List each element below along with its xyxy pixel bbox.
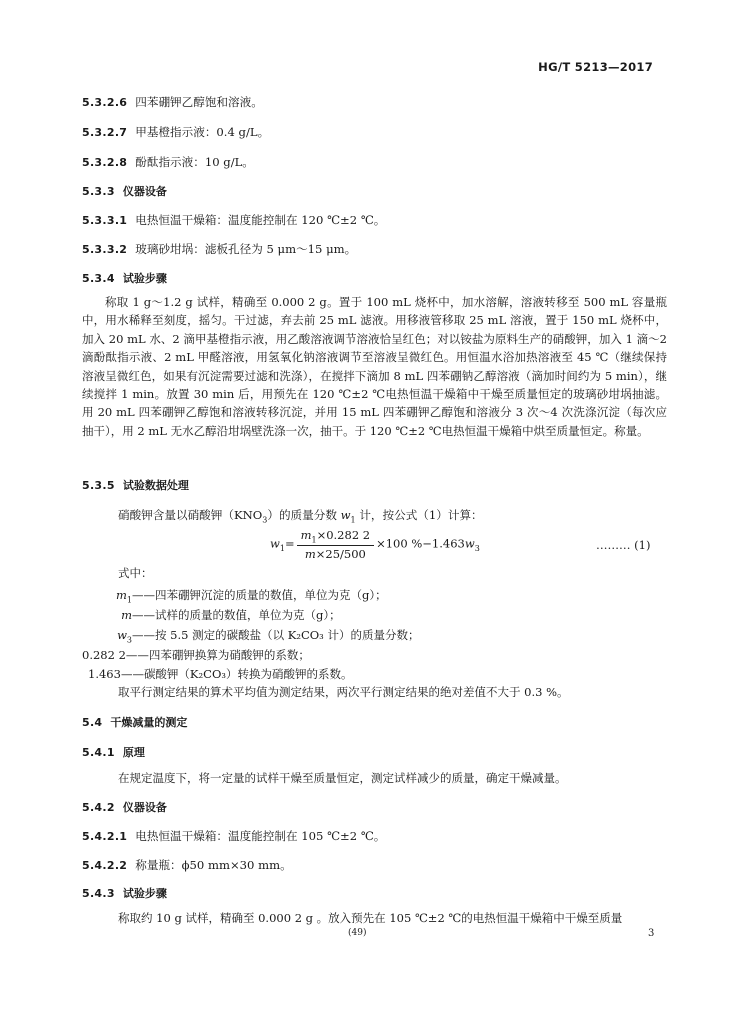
formula-fraction [297, 528, 375, 561]
where-label: 式中： [118, 566, 153, 580]
clause-number: 5.4.2.1 [82, 830, 128, 843]
section-title: 试验数据处理 [122, 479, 189, 492]
section-5-4-heading [82, 715, 187, 730]
averaging-note: 取平行测定结果的算术平均值为测定结果，两次平行测定结果的绝对差值不大于 0.3 %。 [118, 685, 569, 699]
formula-tail-sub: 3 [474, 543, 480, 553]
clause-text: 酚酞指示液：10 g/L。 [135, 155, 254, 169]
definition-text: ——四苯硼钾沉淀的质量的数值，单位为克（g）； [132, 588, 387, 602]
clause-5-3-2-6 [82, 95, 263, 110]
intro-text-a: 硝酸钾含量以硝酸钾（KNO [118, 508, 263, 522]
section-number: 5.4.2 [82, 801, 115, 814]
section-title: 试验步骤 [122, 272, 167, 285]
section-5-3-3-heading [82, 184, 167, 199]
equation-number: ……… (1) [596, 538, 651, 552]
section-title: 试验步骤 [122, 887, 167, 900]
clause-number: 5.3.3.2 [82, 243, 128, 256]
clause-5-3-2-7 [82, 125, 269, 140]
definition-symbol: 1.463 [88, 667, 121, 681]
calculation-intro [118, 508, 483, 527]
denominator-rest: ×25/500 [315, 547, 366, 562]
section-number: 5.3.3 [82, 185, 115, 198]
numerator-sub: 1 [311, 535, 317, 545]
definition-text: ——四苯硼钾换算为硝酸钾的系数； [125, 648, 310, 662]
definition-symbol: w [117, 628, 127, 642]
intro-subscript: 3 [262, 515, 268, 525]
clause-number: 5.3.2.7 [82, 126, 128, 139]
formula-lhs-var: w [270, 536, 280, 551]
definition-text: ——碳酸钾（K₂CO₃）转换为硝酸钾的系数。 [120, 667, 353, 681]
definition-subscript: 3 [126, 635, 132, 645]
formula-tail: ×100 %−1.463 [376, 536, 465, 551]
section-number: 5.4.3 [82, 887, 115, 900]
clause-text: 电热恒温干燥箱：温度能控制在 105 ℃±2 ℃。 [135, 829, 386, 843]
section-title: 仪器设备 [122, 801, 167, 814]
section-number: 5.4 [82, 716, 103, 729]
section-5-4-1-heading [82, 745, 145, 760]
section-number: 5.3.5 [82, 479, 115, 492]
clause-number: 5.4.2.2 [82, 859, 128, 872]
definition-symbol: 0.282 2 [82, 648, 126, 662]
clause-text: 甲基橙指示液：0.4 g/L。 [135, 125, 270, 139]
definition-w3 [82, 627, 419, 644]
formula-numerator [297, 528, 375, 546]
definition-symbol: m [121, 608, 132, 622]
section-5-3-5-heading [82, 478, 189, 493]
clause-5-4-2-2 [82, 858, 292, 873]
definition-m1 [82, 587, 387, 604]
definition-symbol: m [116, 588, 127, 602]
clause-5-3-2-8 [82, 155, 254, 170]
footer-sequence-number: (49) [348, 928, 367, 938]
numerator-rest: ×0.282 2 [316, 528, 371, 542]
section-title: 原理 [122, 746, 145, 759]
principle-paragraph: 在规定温度下，将一定量的试样干燥至质量恒定，测定试样减少的质量，确定干燥减量。 [118, 771, 567, 785]
formula-denominator [297, 546, 375, 561]
definition-text: ——按 5.5 测定的碳酸盐（以 K₂CO₃ 计）的质量分数； [132, 628, 420, 642]
formula-equals: = [284, 536, 295, 551]
definition-m [82, 607, 341, 623]
intro-text-b: ）的质量分数 [267, 508, 337, 522]
definition-coefficient-2 [88, 666, 352, 682]
procedure-2-paragraph: 称取约 10 g 试样，精确至 0.000 2 g 。放入预先在 105 ℃±2 ℃的电热恒温干燥箱中干燥至质量 [118, 911, 623, 925]
section-number: 5.3.4 [82, 272, 115, 285]
intro-variable-subscript: 1 [350, 515, 356, 525]
procedure-paragraph: 称取 1 g～1.2 g 试样，精确至 0.000 2 g。置于 100 mL 烧杯中，加水溶解，溶液转移至 500 mL 容量瓶中，用水稀释至刻度，摇匀。干过滤，弃去前 25 mL 滤液。用移液管移取 25 mL 溶液，置于 150 mL 烧杯中，加入 20 mL 水、2 滴甲基橙指示液，用乙酸溶液调节溶液恰呈红色；对以铵盐为原料生产的硝酸钾，加入 1 滴～2 滴酚酞指示液、2 mL 甲醛溶液，用氢氧化钠溶液调节至溶液呈微红色。用恒温水浴加热溶液至 45 ℃（继续保持溶液呈微红色，如果有沉淀需要过滤和洗涤），在搅拌下滴加 8 mL 四苯硼钠乙醇溶液（滴加时间约为 5 min），继续搅拌 1 min。放置 30 min 后，用预先在 120 ℃±2 ℃电热恒温干燥箱中干燥至质量恒定的玻璃砂坩埚抽滤。用 20 mL 四苯硼钾乙醇饱和溶液转移沉淀，并用 15 mL 四苯硼钾乙醇饱和溶液分 3 次～4 次洗涤沉淀（每次应抽干），用 2 mL 无水乙醇沿坩埚壁洗涤一次，抽干。于 120 ℃±2 ℃电热恒温干燥箱中烘至质量恒定。称量。 [82, 295, 667, 438]
formula-1 [270, 528, 480, 561]
intro-variable: w [340, 508, 351, 522]
clause-5-3-3-2 [82, 242, 356, 257]
clause-5-3-3-1 [82, 213, 385, 228]
clause-5-4-2-1 [82, 829, 385, 844]
clause-number: 5.3.2.6 [82, 96, 128, 109]
definition-subscript: 1 [126, 595, 132, 605]
section-5-3-4-heading [82, 271, 167, 286]
clause-text: 四苯硼钾乙醇饱和溶液。 [135, 95, 263, 109]
denominator-var: m [304, 547, 316, 562]
section-title: 干燥减量的测定 [110, 716, 188, 729]
section-number: 5.4.1 [82, 746, 115, 759]
section-title: 仪器设备 [122, 185, 167, 198]
formula-lhs-sub: 1 [279, 543, 285, 553]
formula-tail-var: w [464, 536, 475, 551]
clause-number: 5.3.2.8 [82, 156, 128, 169]
intro-text-c: 计，按公式（1）计算： [359, 508, 483, 522]
clause-number: 5.3.3.1 [82, 214, 128, 227]
definition-coefficient-1 [82, 647, 310, 663]
numerator-var: m [300, 528, 312, 542]
definition-text: ——试样的质量的数值，单位为克（g）； [132, 608, 341, 622]
section-5-4-3-heading [82, 886, 167, 901]
section-5-4-2-heading [82, 800, 167, 815]
clause-text: 称量瓶：ϕ50 mm×30 mm。 [135, 858, 292, 872]
clause-text: 玻璃砂坩埚：滤板孔径为 5 μm～15 μm。 [135, 242, 357, 256]
standard-code: HG/T 5213—2017 [538, 60, 653, 74]
page-number: 3 [648, 928, 655, 939]
clause-text: 电热恒温干燥箱：温度能控制在 120 ℃±2 ℃。 [135, 213, 386, 227]
